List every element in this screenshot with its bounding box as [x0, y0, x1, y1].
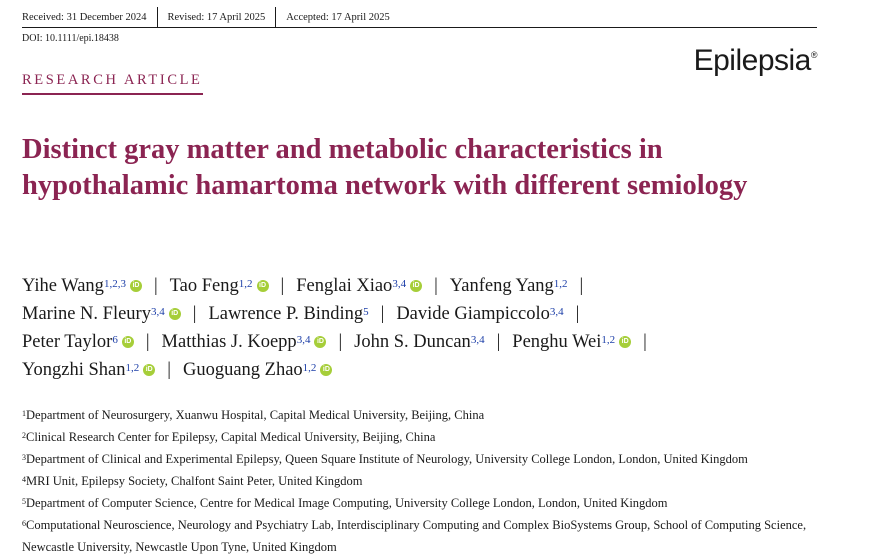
author-name[interactable]: Peter Taylor — [22, 332, 113, 352]
author-item[interactable] — [183, 360, 332, 380]
author-affiliation-numbers[interactable]: 3,4 — [549, 306, 564, 318]
author-name[interactable]: Fenglai Xiao — [296, 276, 393, 296]
journal-name: Epilepsia — [693, 44, 811, 77]
author-affiliation-numbers[interactable]: 3,4 — [392, 278, 407, 290]
orcid-icon[interactable]: iD — [314, 336, 326, 348]
affiliation-number: 5 — [22, 497, 26, 506]
author-name[interactable]: Penghu Wei — [512, 332, 602, 352]
orcid-icon[interactable]: iD — [122, 336, 134, 348]
affiliation-text: Department of Computer Science, Centre for Medical Image Computing, University College London, London, United Kingdom — [26, 496, 668, 510]
author-item[interactable] — [170, 276, 269, 296]
affiliation-text: Department of Neurosurgery, Xuanwu Hospital, Capital Medical University, Beijing, China — [26, 408, 485, 422]
author-item[interactable] — [512, 332, 631, 352]
author-separator: | — [145, 332, 150, 352]
author-item[interactable] — [162, 332, 327, 352]
author-list — [22, 272, 842, 384]
affiliation-item — [22, 470, 822, 492]
author-name[interactable]: Guoguang Zhao — [182, 360, 303, 380]
author-affiliation-numbers[interactable]: 1,2 — [302, 362, 317, 374]
journal-logo — [694, 44, 817, 78]
author-item[interactable] — [22, 332, 134, 352]
author-name[interactable]: Marine N. Fleury — [22, 304, 151, 324]
author-item[interactable] — [296, 276, 422, 296]
author-name[interactable]: Davide Giampiccolo — [396, 304, 550, 324]
affiliation-item — [22, 514, 822, 558]
author-name[interactable]: Yongzhi Shan — [22, 360, 126, 380]
author-item[interactable] — [354, 332, 484, 352]
author-separator: | — [579, 276, 584, 296]
author-name[interactable]: Lawrence P. Binding — [208, 304, 364, 324]
affiliation-number: 6 — [22, 519, 26, 528]
author-separator: | — [575, 304, 580, 324]
author-separator: | — [338, 332, 343, 352]
registered-mark: ® — [810, 50, 817, 60]
author-item[interactable] — [450, 276, 568, 296]
author-affiliation-numbers[interactable]: 1,2 — [601, 334, 616, 346]
author-name[interactable]: Tao Feng — [169, 276, 239, 296]
received-date: Received: 31 December 2024 — [22, 11, 147, 23]
author-separator: | — [280, 276, 285, 296]
author-name[interactable]: Matthias J. Koepp — [161, 332, 297, 352]
affiliation-number: 1 — [22, 409, 26, 418]
author-affiliation-numbers[interactable]: 6 — [112, 334, 118, 346]
author-name[interactable]: Yanfeng Yang — [449, 276, 554, 296]
author-affiliation-numbers[interactable]: 1,2,3 — [103, 278, 126, 290]
history-bar — [22, 7, 817, 28]
author-affiliation-numbers[interactable]: 3,4 — [470, 334, 485, 346]
author-affiliation-numbers[interactable]: 3,4 — [296, 334, 311, 346]
article-title: Distinct gray matter and metabolic characteristics in hypothalamic hamartoma network with different semiology — [22, 134, 748, 201]
affiliation-list — [22, 404, 822, 558]
orcid-icon[interactable]: iD — [169, 308, 181, 320]
affiliation-text: Computational Neuroscience, Neurology and Psychiatry Lab, Interdisciplinary Computing and Complex BioSystems Group, School of Computing Science, Newcastle University, Newcastle Upon Tyne, United Kingdom — [22, 518, 807, 554]
author-affiliation-numbers[interactable]: 5 — [363, 306, 369, 318]
author-name[interactable]: Yihe Wang — [22, 276, 104, 296]
author-separator: | — [643, 332, 647, 352]
affiliation-item — [22, 448, 822, 470]
affiliation-text: Department of Clinical and Experimental Epilepsy, Queen Square Institute of Neurology, University College London, London, United Kingdom — [26, 452, 748, 466]
orcid-icon[interactable]: iD — [130, 280, 142, 292]
author-separator: | — [380, 304, 385, 324]
orcid-icon[interactable]: iD — [320, 364, 332, 376]
author-item[interactable] — [396, 304, 563, 324]
affiliation-number: 4 — [22, 475, 26, 484]
affiliation-item — [22, 492, 822, 514]
author-affiliation-numbers[interactable]: 1,2 — [125, 362, 140, 374]
author-affiliation-numbers[interactable]: 1,2 — [238, 278, 253, 290]
author-item[interactable] — [22, 276, 142, 296]
author-item[interactable] — [208, 304, 368, 324]
affiliation-text: Clinical Research Center for Epilepsy, Capital Medical University, Beijing, China — [26, 430, 436, 444]
orcid-icon[interactable]: iD — [143, 364, 155, 376]
author-item[interactable] — [22, 360, 155, 380]
author-affiliation-numbers[interactable]: 3,4 — [150, 306, 165, 318]
author-separator: | — [496, 332, 501, 352]
orcid-icon[interactable]: iD — [257, 280, 269, 292]
article-type: RESEARCH ARTICLE — [22, 72, 203, 95]
affiliation-item — [22, 404, 822, 426]
author-separator: | — [434, 276, 438, 296]
author-separator: | — [192, 304, 197, 324]
accepted-date: Accepted: 17 April 2025 — [275, 7, 400, 27]
revised-date: Revised: 17 April 2025 — [157, 7, 276, 27]
author-affiliation-numbers[interactable]: 1,2 — [553, 278, 568, 290]
orcid-icon[interactable]: iD — [410, 280, 422, 292]
doi-link[interactable]: DOI: 10.1111/epi.18438 — [22, 33, 119, 44]
affiliation-number: 3 — [22, 453, 26, 462]
author-separator: | — [153, 276, 158, 296]
affiliation-item — [22, 426, 822, 448]
affiliation-number: 2 — [22, 431, 26, 440]
author-item[interactable] — [22, 304, 181, 324]
orcid-icon[interactable]: iD — [619, 336, 631, 348]
author-separator: | — [167, 360, 171, 380]
author-name[interactable]: John S. Duncan — [354, 332, 471, 352]
affiliation-text: MRI Unit, Epilepsy Society, Chalfont Saint Peter, United Kingdom — [26, 474, 363, 488]
